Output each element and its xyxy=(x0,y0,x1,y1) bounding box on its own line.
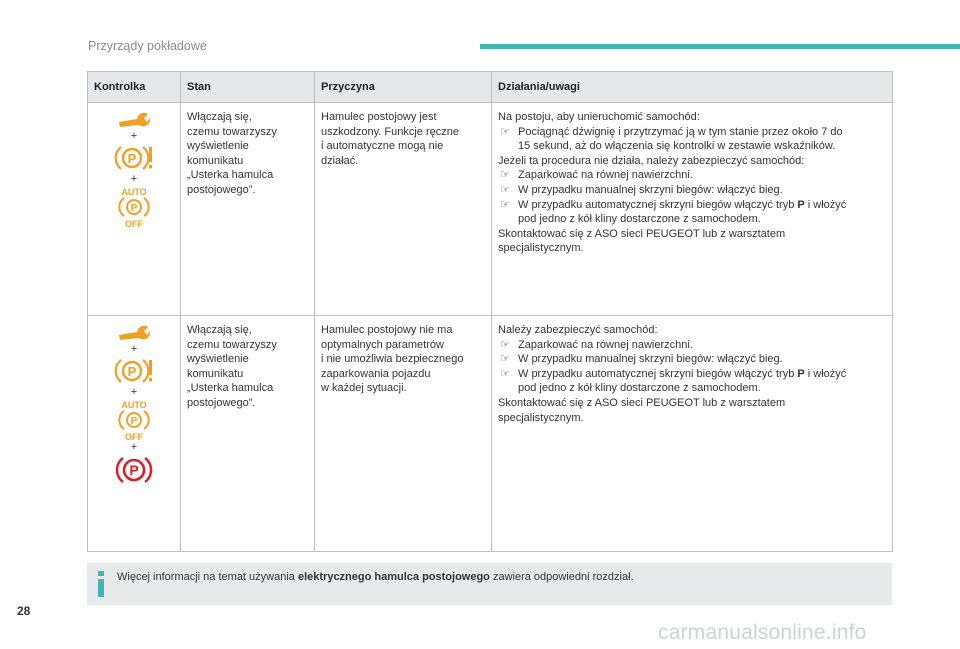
parking-brake-warning-icon xyxy=(114,356,154,386)
list-item: ☞ Zaparkować na równej nawierzchni. xyxy=(500,338,693,351)
svg-text:P: P xyxy=(127,151,137,166)
list-item: ☞ Pociągnąć dźwignię i przytrzymać ją w tym stanie przez około 7 do 15 sekund, aż do włączenia się kontrolki w zestawie wskaźników. xyxy=(500,125,843,153)
auto-parking-off-icon xyxy=(116,399,152,441)
pointing-hand-icon: ☞ xyxy=(500,367,510,380)
actions-cell: Na postoju, aby unieruchomić samochód: ☞ Pociągnąć dźwignię i przytrzymać ją w tym stanie przez około 7 do 15 sekund, aż do włączenia się kontrolki w zestawie wskaźników. Jeżeli ta procedura nie działa, należy zabezpieczyć samochód: ☞ Zaparkować na równej nawierzchni. ☞ W przypadku manualnej skrzyni biegów: włączyć bieg. ☞ W przypadku automatycznej skrzyni biegów włączyć tryb P i włożyć pod jedno z kół kliny dostarczone z samochodem. Skontaktować się z ASO sieci PEUGEOT lub z warsztatem specjalistycznym. xyxy=(492,103,893,316)
cause-cell: Hamulec postojowy jest uszkodzony. Funkcje ręczne i automatyczne mogą nie działać. xyxy=(315,103,492,316)
pointing-hand-icon: ☞ xyxy=(500,125,510,138)
svg-text:OFF: OFF xyxy=(125,432,143,441)
parking-brake-warning-icon xyxy=(114,143,154,173)
plus-sign: + xyxy=(130,173,138,185)
table-row xyxy=(88,103,893,316)
list-item: ☞ W przypadku automatycznej skrzyni biegów włączyć tryb P i włożyć pod jedno z kół kliny dostarczone z samochodem. xyxy=(500,367,847,395)
svg-text:AUTO: AUTO xyxy=(121,400,147,410)
column-header-dzialania: Działania/uwagi xyxy=(492,72,893,103)
warning-icons-cell xyxy=(88,103,181,316)
pointing-hand-icon: ☞ xyxy=(500,169,510,182)
plus-sign: + xyxy=(130,343,138,355)
column-header-przyczyna: Przyczyna xyxy=(315,72,492,103)
info-icon xyxy=(94,571,108,597)
pointing-hand-icon: ☞ xyxy=(500,353,510,366)
svg-text:P: P xyxy=(127,364,137,379)
table-row xyxy=(88,316,893,552)
list-item: ☞ Zaparkować na równej nawierzchni. xyxy=(500,169,693,182)
wrench-icon xyxy=(117,323,151,343)
state-cell: Włączają się, czemu towarzyszy wyświetlenie komunikatu „Usterka hamulca postojowego”. xyxy=(181,316,315,552)
pointing-hand-icon: ☞ xyxy=(500,183,510,196)
svg-text:P: P xyxy=(130,203,138,214)
auto-parking-off-icon xyxy=(116,186,152,228)
state-cell: Włączają się, czemu towarzyszy wyświetlenie komunikatu „Usterka hamulca postojowego”. xyxy=(181,103,315,316)
svg-text:OFF: OFF xyxy=(125,219,143,228)
plus-sign: + xyxy=(130,386,138,398)
header-accent-bar xyxy=(480,44,960,49)
svg-text:AUTO: AUTO xyxy=(121,187,147,197)
svg-text:P: P xyxy=(130,416,138,427)
info-note-box xyxy=(87,563,892,605)
plus-sign: + xyxy=(130,130,138,142)
pointing-hand-icon: ☞ xyxy=(500,338,510,351)
svg-text:P: P xyxy=(129,462,139,478)
column-header-kontrolka: Kontrolka xyxy=(88,72,181,103)
parking-brake-red-icon xyxy=(114,454,154,486)
plus-sign: + xyxy=(130,441,138,453)
cause-cell: Hamulec postojowy nie ma optymalnych parametrów i nie umożliwia bezpiecznego zaparkowania pojazdu w każdej sytuacji. xyxy=(315,316,492,552)
table-header-row xyxy=(88,72,893,103)
list-item: ☞ W przypadku manualnej skrzyni biegów: włączyć bieg. xyxy=(500,353,783,366)
info-note-text: Więcej informacji na temat używania elektrycznego hamulca postojowego zawiera odpowiedni rozdział. xyxy=(117,571,634,583)
list-item: ☞ W przypadku automatycznej skrzyni biegów włączyć tryb P i włożyć pod jedno z kół kliny dostarczone z samochodem. xyxy=(500,198,847,226)
page-header-title: Przyrządy pokładowe xyxy=(88,39,207,53)
pointing-hand-icon: ☞ xyxy=(500,198,510,211)
actions-cell: Należy zabezpieczyć samochód: ☞ Zaparkować na równej nawierzchni. ☞ W przypadku manualnej skrzyni biegów: włączyć bieg. ☞ W przypadku automatycznej skrzyni biegów włączyć tryb P i włożyć pod jedno z kół kliny dostarczone z samochodem. Skontaktować się z ASO sieci PEUGEOT lub z warsztatem specjalistycznym. xyxy=(492,316,893,552)
column-header-stan: Stan xyxy=(181,72,315,103)
wrench-icon xyxy=(117,110,151,130)
list-item: ☞ W przypadku manualnej skrzyni biegów: włączyć bieg. xyxy=(500,183,783,196)
warning-lights-table xyxy=(87,71,893,552)
warning-icons-cell xyxy=(88,316,181,552)
page-number: 28 xyxy=(17,604,31,618)
watermark: carmanualsonline.info xyxy=(658,621,867,644)
